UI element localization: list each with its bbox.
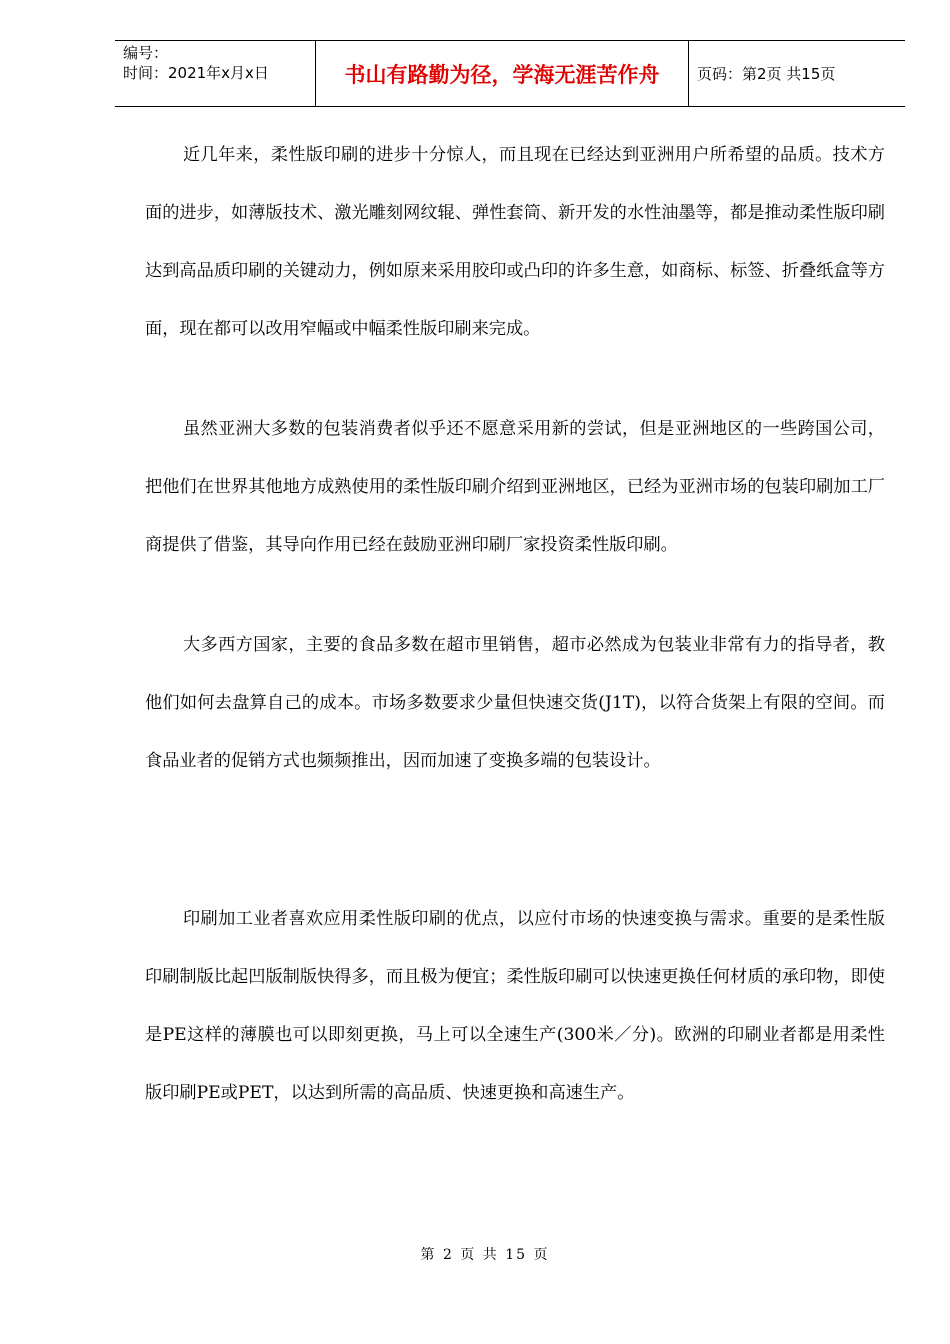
paragraph-spacer bbox=[145, 790, 885, 890]
document-number-label: 编号： bbox=[123, 44, 169, 62]
header-motto: 书山有路勤为径，学海无涯苦作舟 bbox=[316, 41, 689, 106]
paragraph-spacer bbox=[145, 574, 885, 616]
document-time-label: 时间：2021年x月x日 bbox=[123, 64, 269, 82]
paragraph-3: 大多西方国家，主要的食品多数在超市里销售，超市必然成为包装业非常有力的指导者，教他们如何去盘算自己的成本。市场多数要求少量但快速交货(J1T)，以符合货架上有限的空间。而食品业者的促销方式也频频推出，因而加速了变换多端的包装设计。 bbox=[145, 635, 885, 771]
document-body bbox=[145, 126, 885, 1122]
paragraph-spacer bbox=[145, 358, 885, 400]
page-footer: 第 2 页 共 15 页 bbox=[420, 1247, 550, 1263]
paragraph-1: 近几年来，柔性版印刷的进步十分惊人，而且现在已经达到亚洲用户所希望的品质。技术方面的进步，如薄版技术、激光雕刻网纹辊、弹性套筒、新开发的水性油墨等，都是推动柔性版印刷达到高品质印刷的关键动力，例如原来采用胶印或凸印的许多生意，如商标、标签、折叠纸盒等方面，现在都可以改用窄幅或中幅柔性版印刷来完成。 bbox=[145, 145, 885, 339]
paragraph-4: 印刷加工业者喜欢应用柔性版印刷的优点，以应付市场的快速变换与需求。重要的是柔性版印刷制版比起凹版制版快得多，而且极为便宜；柔性版印刷可以快速更换任何材质的承印物，即使是PE这样的薄膜也可以即刻更换，马上可以全速生产(300米／分)。欧洲的印刷业者都是用柔性版印刷PE或PET，以达到所需的高品质、快速更换和高速生产。 bbox=[145, 909, 885, 1103]
page-header bbox=[115, 40, 905, 107]
header-meta bbox=[115, 41, 316, 106]
header-page-info: 页码：第2页 共15页 bbox=[697, 65, 836, 83]
paragraph-2: 虽然亚洲大多数的包装消费者似乎还不愿意采用新的尝试，但是亚洲地区的一些跨国公司，把他们在世界其他地方成熟使用的柔性版印刷介绍到亚洲地区，已经为亚洲市场的包装印刷加工厂商提供了借鉴，其导向作用已经在鼓励亚洲印刷厂家投资柔性版印刷。 bbox=[145, 419, 885, 555]
